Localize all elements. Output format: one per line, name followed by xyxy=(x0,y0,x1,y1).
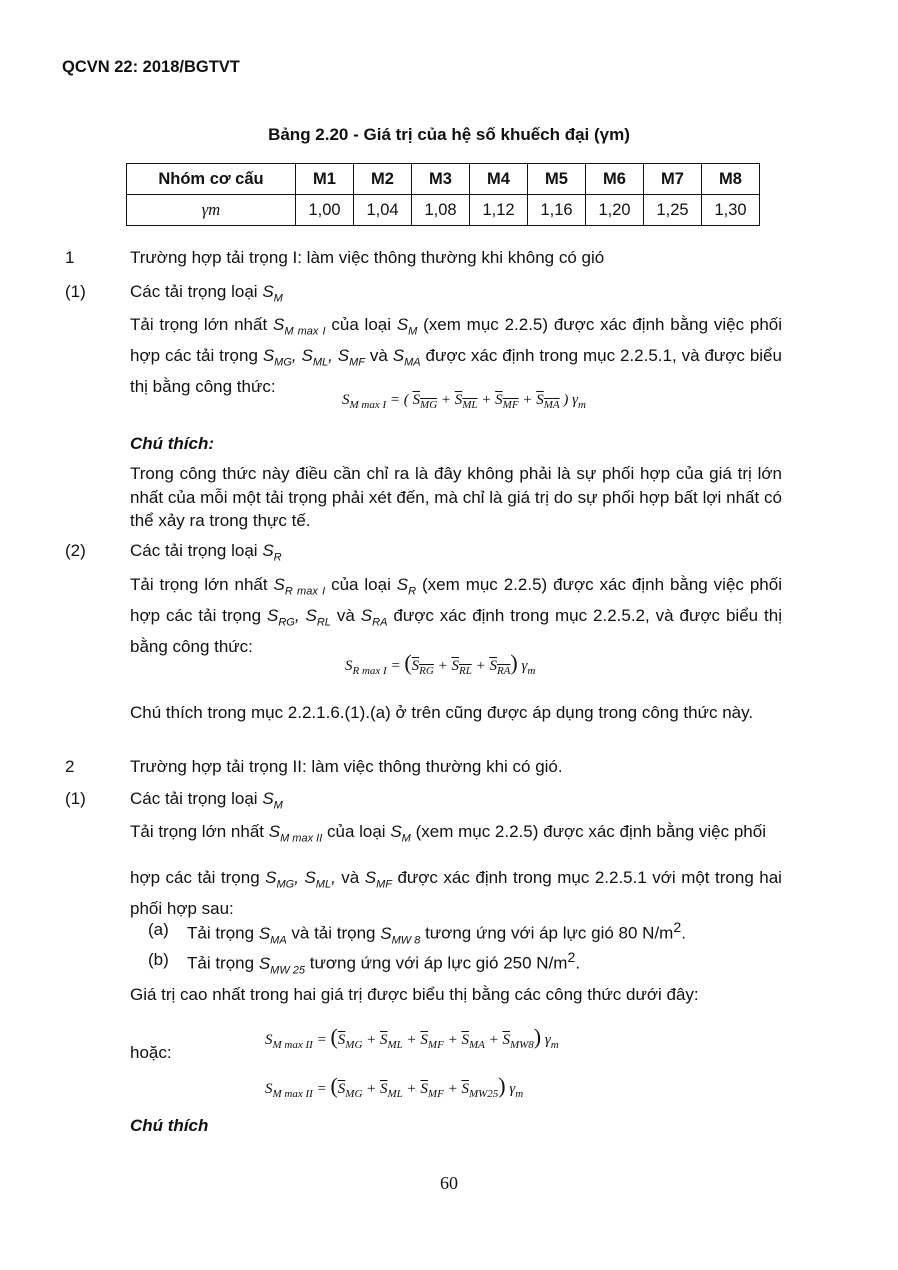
formula: $S_{M max II} = (\overline{S}_{MG} + \overline{S}_{ML} + \overline{S}_{MF} + \overline{S}_{MW25})$ $\gamma_m$ xyxy=(265,1073,524,1100)
sub-item-text: Tải trọng $S_{MA}$ và tải trọng $S_{MW 8}$ tương ứng với áp lực gió 80 $N/m^2$. xyxy=(187,920,686,947)
table-header-cell: M6 xyxy=(586,164,644,195)
table-header-cell: M3 xyxy=(412,164,470,195)
item-heading: Các tải trọng loại $S_M$ xyxy=(130,282,283,305)
amplification-factor-table xyxy=(126,163,760,226)
item-heading: Các tải trọng loại $S_R$ xyxy=(130,541,282,564)
table-cell: 1,25 xyxy=(644,195,702,226)
formula: $S_{M max I}$ = ( $S_{MG} + S_{ML} + S_{MF} + S_{MA}$ ) $\gamma_m$ xyxy=(342,392,586,411)
table-header-row xyxy=(127,164,760,195)
table-row-label: γm xyxy=(127,195,296,226)
table-cell: 1,00 xyxy=(296,195,354,226)
paragraph: Tải trọng lớn nhất $S_{M max I}$ của loại $S_M$ (xem mục 2.2.5) được xác định bằng việc phối hợp các tải trọng $S_{MG}$, $S_{ML}$, $S_{MF}$ và $S_{MA}$ được xác định trong mục 2.2.5.1, và được biểu thị bằng công thức: xyxy=(130,315,783,396)
paragraph: hợp các tải trọng $S_{MG}$, $S_{ML}$, và $S_{MF}$ được xác định trong mục 2.2.5.1 với một trong hai phối hợp sau: xyxy=(130,868,782,918)
item-number: (2) xyxy=(65,541,86,560)
note-title: Chú thích: xyxy=(130,434,215,453)
table-header-cell: M4 xyxy=(470,164,528,195)
section-title: Trường hợp tải trọng I: làm việc thông thường khi không có gió xyxy=(130,248,605,267)
table-title: Bảng 2.20 - Giá trị của hệ số khuếch đại (γm) xyxy=(268,125,630,144)
table-cell: 1,16 xyxy=(528,195,586,226)
item-number: (1) xyxy=(65,282,86,301)
section-title: Trường hợp tải trọng II: làm việc thông thường khi có gió. xyxy=(130,757,563,776)
note-text: Chú thích trong mục 2.2.1.6.(1).(a) ở trên cũng được áp dụng trong công thức này. xyxy=(130,703,754,722)
table-cell: 1,30 xyxy=(702,195,760,226)
table-header-label: Nhóm cơ cấu xyxy=(127,164,296,195)
document-header: QCVN 22: 2018/BGTVT xyxy=(62,58,240,76)
table-header-cell: M7 xyxy=(644,164,702,195)
page-number: 60 xyxy=(440,1173,458,1193)
table-header-cell: M2 xyxy=(354,164,412,195)
table-header-cell: M8 xyxy=(702,164,760,195)
section-number: 2 xyxy=(65,757,75,776)
paragraph: Giá trị cao nhất trong hai giá trị được biểu thị bằng các công thức dưới đây: xyxy=(130,985,699,1004)
or-word: hoặc: xyxy=(130,1043,172,1062)
item-number: (1) xyxy=(65,789,86,808)
sub-item-label: (a) xyxy=(148,920,169,939)
table-cell: 1,08 xyxy=(412,195,470,226)
item-heading: Các tải trọng loại $S_M$ xyxy=(130,789,283,812)
sub-item-label: (b) xyxy=(148,950,169,969)
formula: $S_{M max II} = (\overline{S}_{MG} + \overline{S}_{ML} + \overline{S}_{MF} + \overline{S}_{MA} + \overline{S}_{MW8})$ $\gamma_m$ xyxy=(265,1024,559,1051)
sub-item-text: Tải trọng $S_{MW 25}$ tương ứng với áp lực gió 250 $N/m^2$. xyxy=(187,950,581,977)
table-header-cell: M1 xyxy=(296,164,354,195)
paragraph: Tải trọng lớn nhất $S_{R max I}$ của loại $S_R$ (xem mục 2.2.5) được xác định bằng việc phối hợp các tải trọng $S_{RG}$, $S_{RL}$ và $S_{RA}$ được xác định trong mục 2.2.5.2, và được biểu thị bằng công thức: xyxy=(130,575,783,656)
table-header-cell: M5 xyxy=(528,164,586,195)
table-cell: 1,12 xyxy=(470,195,528,226)
table-cell: 1,20 xyxy=(586,195,644,226)
note-title: Chú thích xyxy=(130,1116,209,1135)
section-number: 1 xyxy=(65,248,75,267)
table-cell: 1,04 xyxy=(354,195,412,226)
paragraph: Tải trọng lớn nhất $S_{M max II}$ của loại $S_M$ (xem mục 2.2.5) được xác định bằng việc phối xyxy=(130,822,766,845)
note-text: Trong công thức này điều cần chỉ ra là đây không phải là sự phối hợp của giá trị lớn nhất của mỗi một tải trọng phải xét đến, mà chỉ là giá trị do sự phối hợp bất lợi nhất có thể xảy ra trong thực tế. xyxy=(130,464,782,530)
table-row xyxy=(127,195,760,226)
formula: $S_{R max I} = (S_{RG} + S_{RL} + S_{RA})$ $\gamma_m$ xyxy=(345,650,536,677)
